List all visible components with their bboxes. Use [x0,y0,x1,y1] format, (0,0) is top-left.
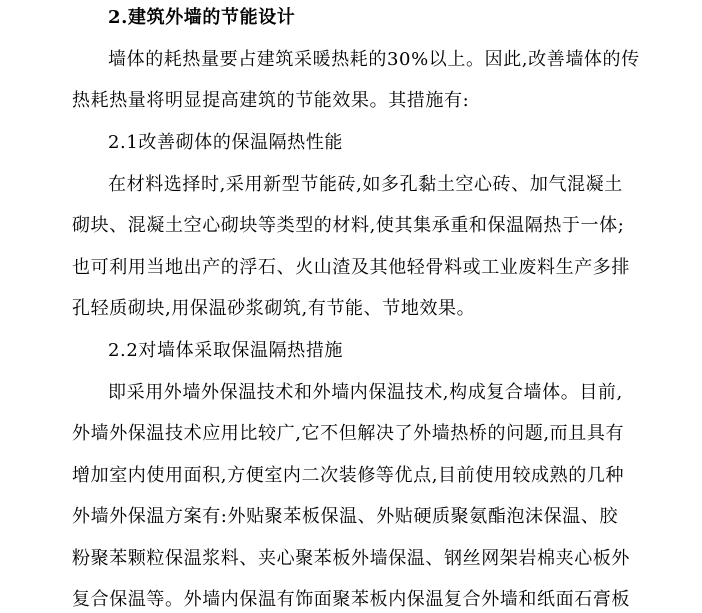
subsection-2-title: 2.2对墙体采取保温隔热措施 [108,340,344,361]
subsection-2-line-2: 外墙外保温技术应用比较广,它不但解决了外墙热桥的问题,而且具有 [72,423,625,444]
subsection-2-line-4: 外墙外保温方案有:外贴聚苯板保温、外贴硬质聚氨酯泡沫保温、胶 [72,506,619,527]
subsection-1-line-2: 砌块、混凝土空心砌块等类型的材料,使其集承重和保温隔热于一体; [72,215,625,236]
subsection-2-line-6: 复合保温等。外墙内保温有饰面聚苯板内保温复合外墙和纸面石膏板 [72,589,630,610]
subsection-1-line-1: 在材料选择时,采用新型节能砖,如多孔黏土空心砖、加气混凝土 [108,174,623,195]
subsection-1-line-4: 孔轻质砌块,用保温砂浆砌筑,有节能、节地效果。 [72,298,476,319]
intro-line-1: 墙体的耗热量要占建筑采暖热耗的30%以上。因此,改善墙体的传 [108,49,640,70]
subsection-2-line-5: 粉聚苯颗粒保温浆料、夹心聚苯板外墙保温、钢丝网架岩棉夹心板外 [72,548,630,569]
intro-line-2: 热耗热量将明显提高建筑的节能效果。其措施有: [72,90,470,111]
subsection-2-line-1: 即采用外墙外保温技术和外墙内保温技术,构成复合墙体。目前, [108,382,623,403]
subsection-2-line-3: 增加室内使用面积,方便室内二次装修等优点,目前使用较成熟的几种 [72,465,625,486]
subsection-1-line-3: 也可利用当地出产的浮石、火山渣及其他轻骨料或工业废料生产多排 [72,257,630,278]
subsection-1-title: 2.1改善砌体的保温隔热性能 [108,132,344,153]
section-title: 2.建筑外墙的节能设计 [108,7,296,28]
